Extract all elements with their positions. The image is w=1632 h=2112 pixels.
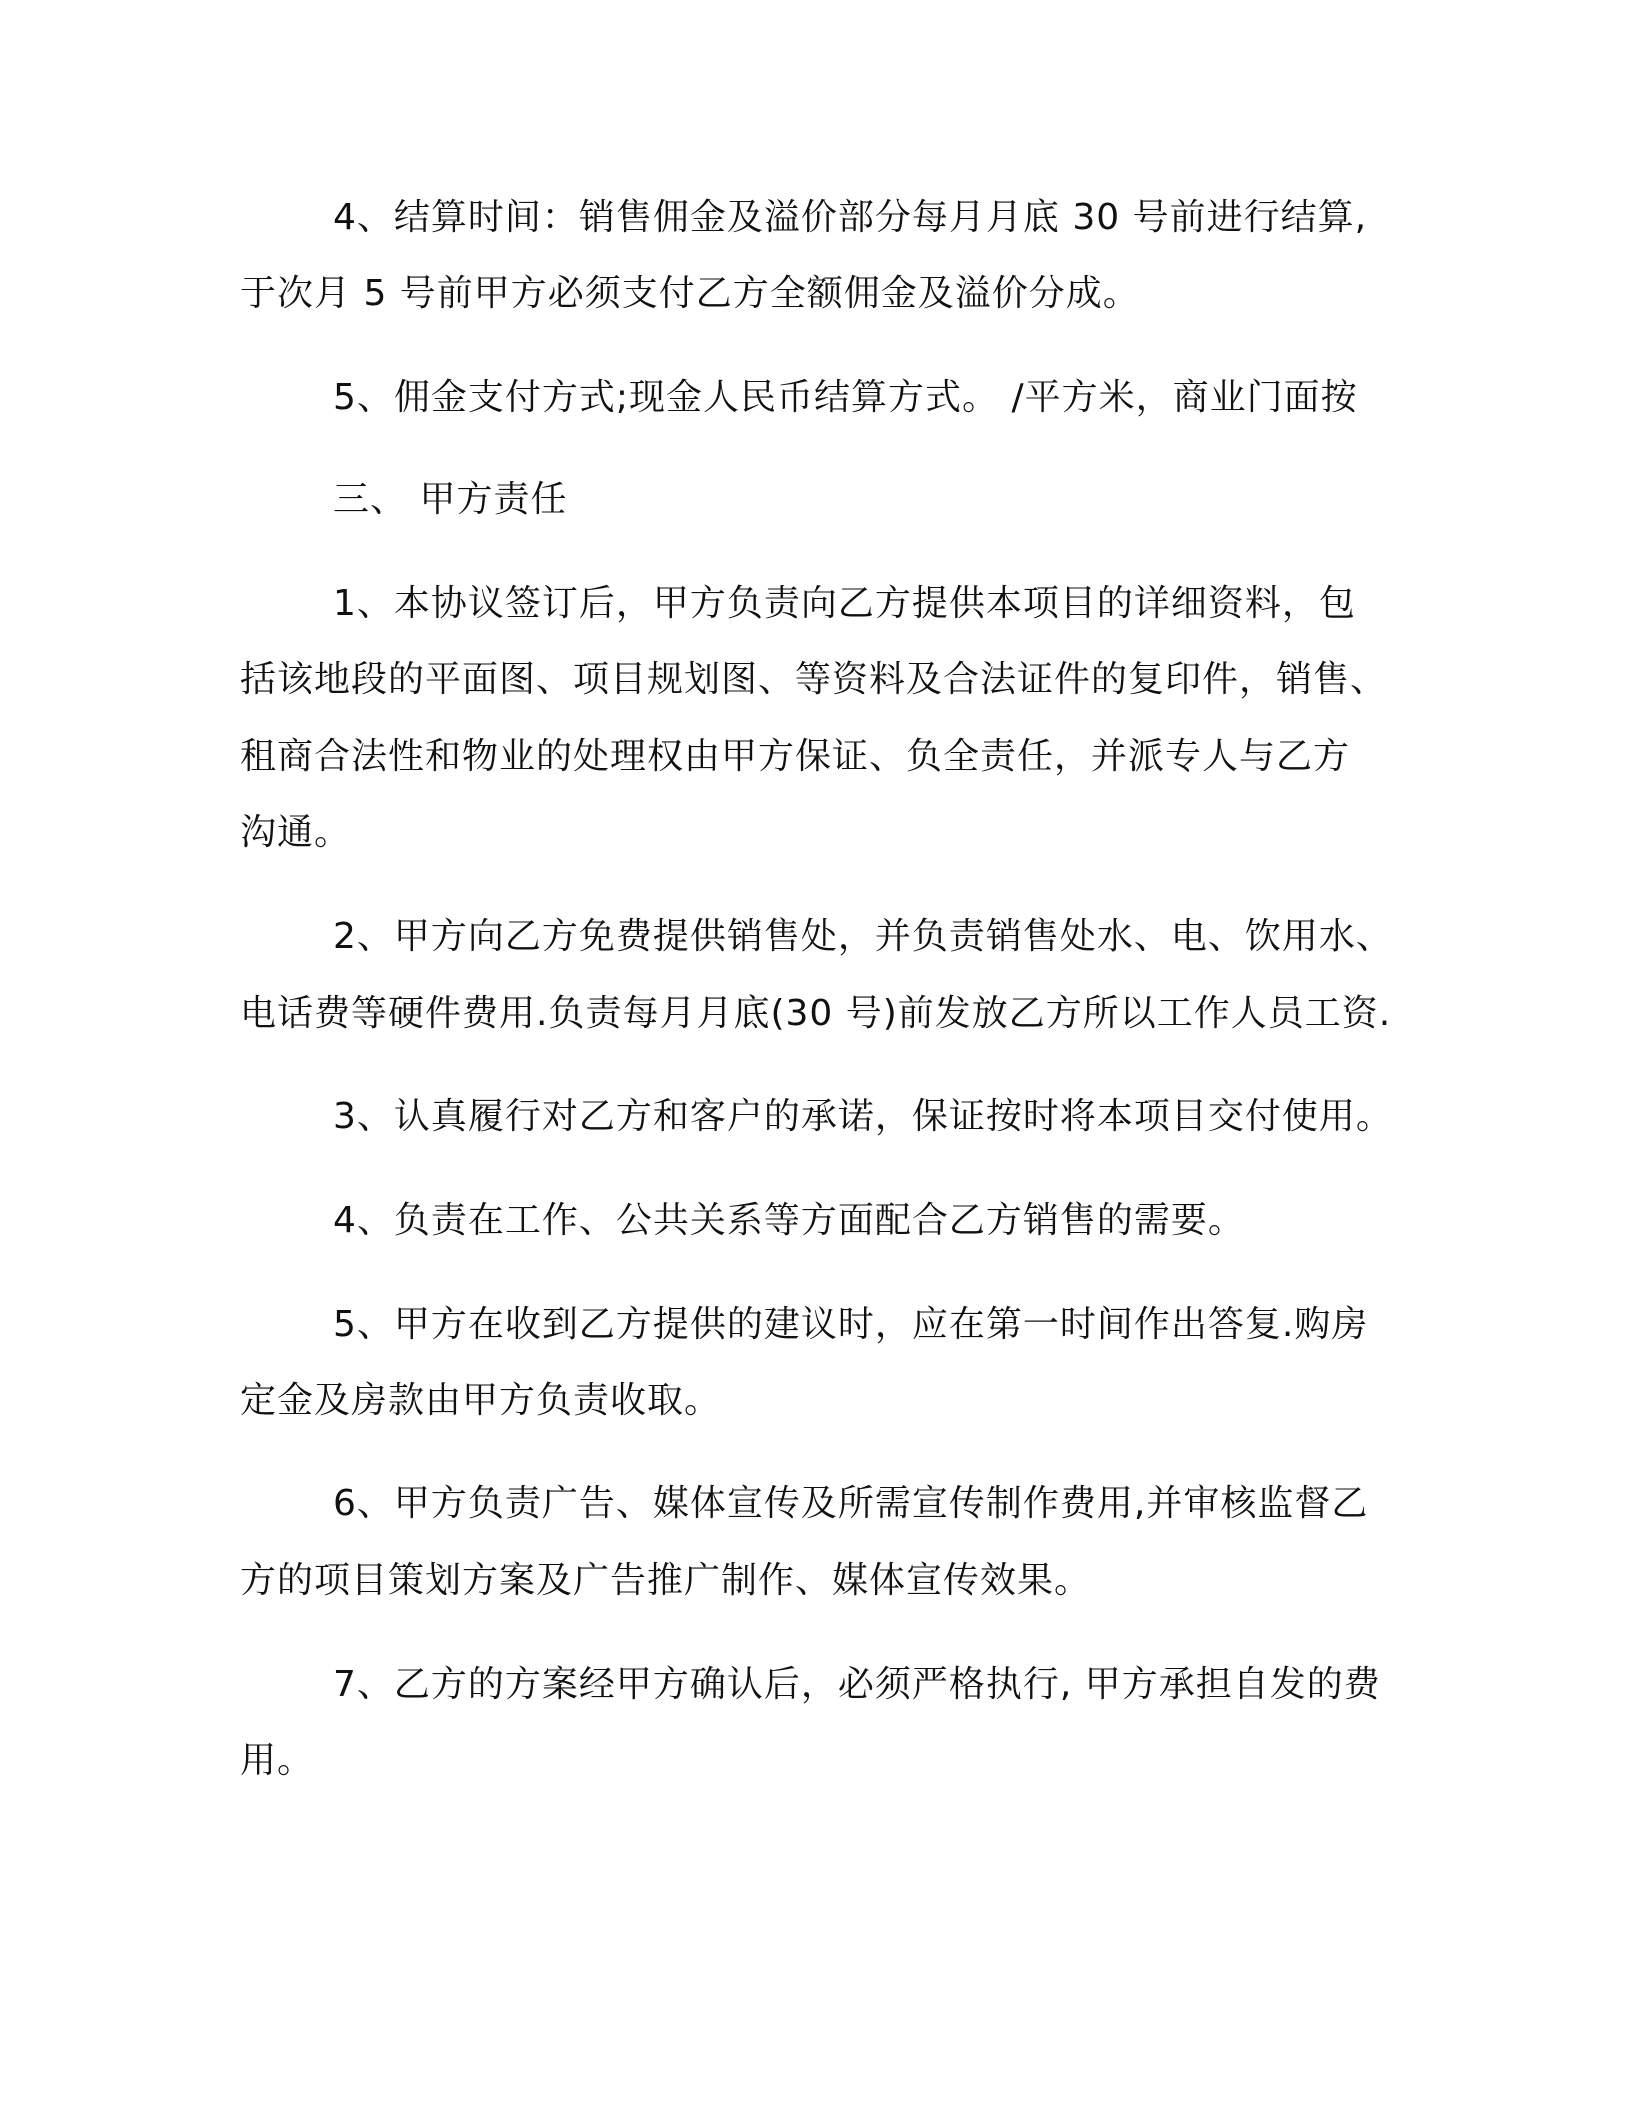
responsibility-3-line: 3、认真履行对乙方和客户的承诺，保证按时将本项目交付使用。 (333, 1096, 1393, 1137)
responsibility-7-line-1: 7、乙方的方案经甲方确认后，必须严格执行, 甲方承担自发的费 (333, 1664, 1381, 1705)
responsibility-6-line-2: 方的项目策划方案及广告推广制作、媒体宣传效果。 (240, 1560, 1092, 1601)
responsibility-1-line-4: 沟通。 (240, 812, 352, 853)
clause-5-commission-payment-line: 5、佣金支付方式;现金人民币结算方式。 /平方米，商业门面按 (333, 377, 1358, 418)
responsibility-2-line-1: 2、甲方向乙方免费提供销售处，并负责销售处水、电、饮用水、 (333, 916, 1393, 957)
responsibility-4-line: 4、负责在工作、公共关系等方面配合乙方销售的需要。 (333, 1200, 1245, 1241)
clause-4-settlement-time-line-1: 4、结算时间：销售佣金及溢价部分每月月底 30 号前进行结算, (333, 197, 1368, 238)
responsibility-1-line-1: 1、本协议签订后，甲方负责向乙方提供本项目的详细资料，包 (333, 583, 1356, 624)
responsibility-1-line-2: 括该地段的平面图、项目规划图、等资料及合法证件的复印件，销售、 (240, 659, 1388, 700)
responsibility-5-line-1: 5、甲方在收到乙方提供的建议时，应在第一时间作出答复.购房 (333, 1304, 1369, 1345)
responsibility-7-line-2: 用。 (240, 1740, 315, 1781)
clause-4-settlement-time-line-2: 于次月 5 号前甲方必须支付乙方全额佣金及溢价分成。 (240, 273, 1140, 314)
responsibility-5-line-2: 定金及房款由甲方负责收取。 (240, 1380, 722, 1421)
responsibility-2-line-2: 电话费等硬件费用.负责每月月底(30 号)前发放乙方所以工作人员工资. (240, 993, 1392, 1034)
responsibility-1-line-3: 租商合法性和物业的处理权由甲方保证、负全责任，并派专人与乙方 (240, 736, 1351, 777)
section-heading-party-a-responsibilities: 三、 甲方责任 (333, 479, 568, 520)
responsibility-6-line-1: 6、甲方负责广告、媒体宣传及所需宣传制作费用,并审核监督乙 (333, 1483, 1369, 1524)
